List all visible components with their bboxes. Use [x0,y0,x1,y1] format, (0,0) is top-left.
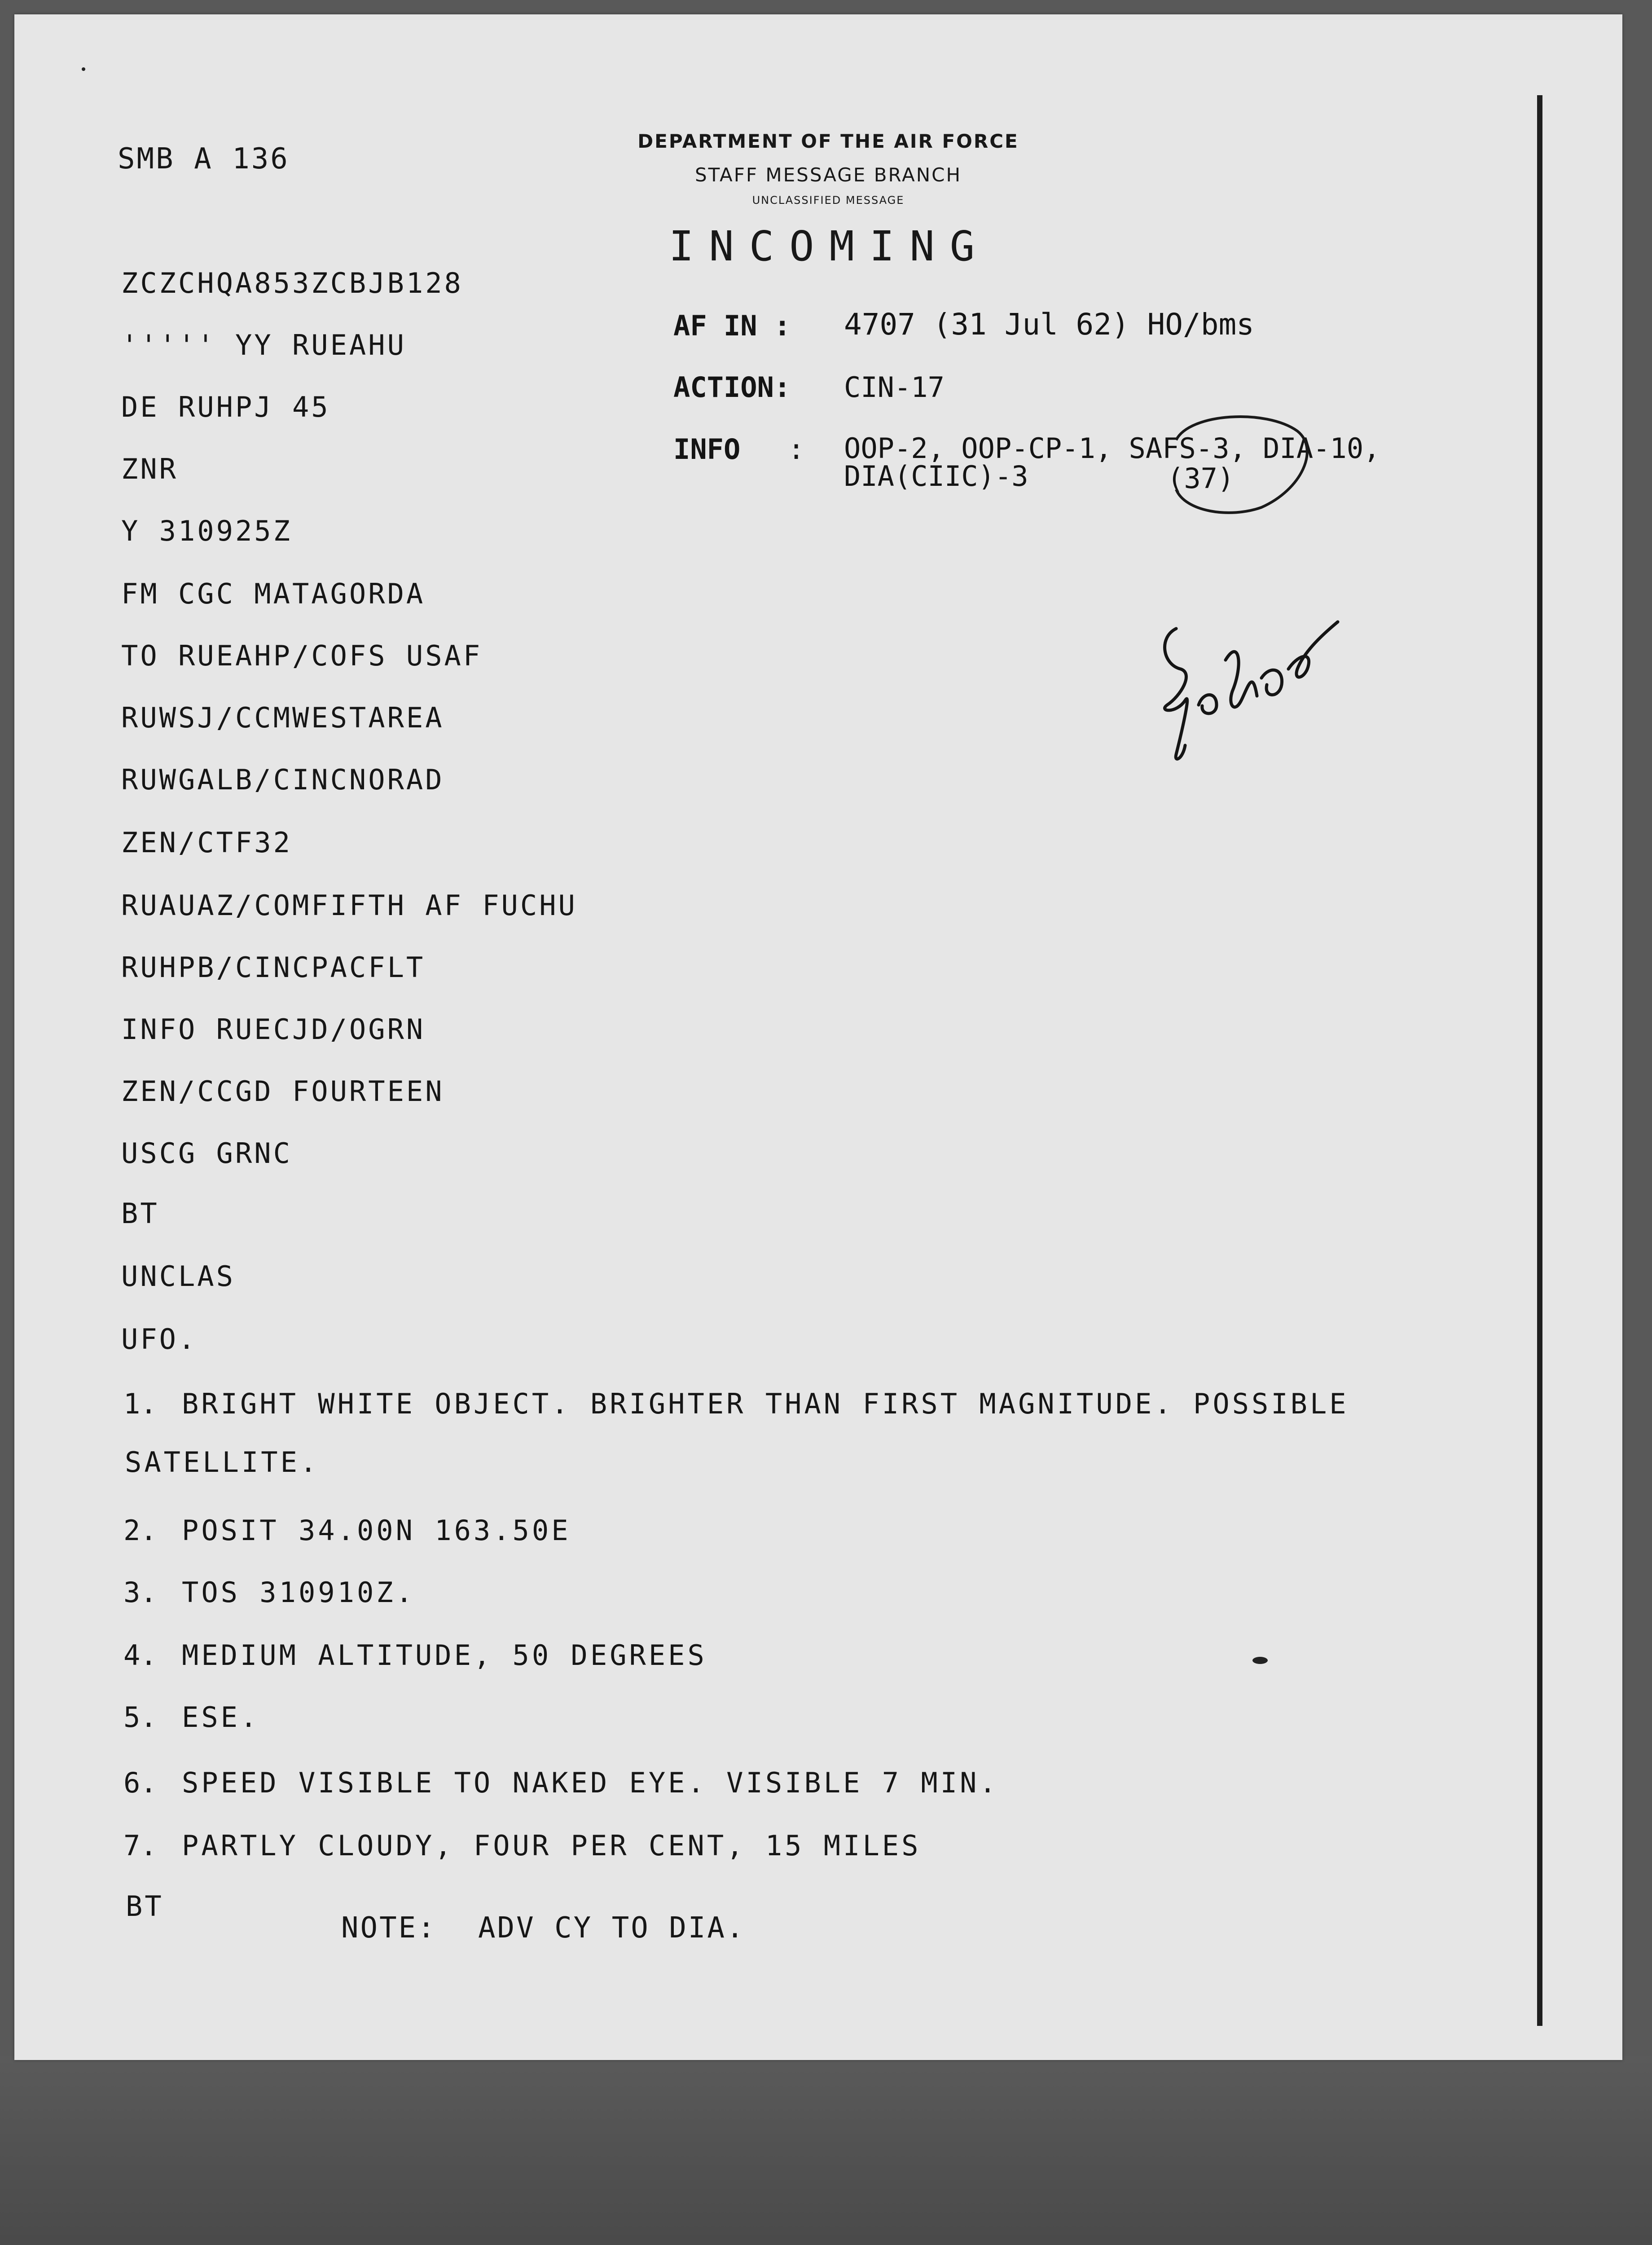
report-item-text: BRIGHT WHITE OBJECT. BRIGHTER THAN FIRST MAGNITUDE. POSSIBLE [182,1387,1349,1420]
info-label: INFO [673,433,741,466]
scan-speck [1252,1657,1268,1664]
file-code: SMB A 136 [118,142,290,176]
af-in-label: AF IN : [673,309,791,342]
info-count: (37) [1167,462,1235,495]
message-header-line: RUAUAZ/COMFIFTH AF FUCHU [121,889,577,922]
report-item-number: 1. [123,1387,157,1420]
report-item-number: 4. [123,1639,157,1672]
report-item-text: TOS 310910Z. [182,1576,415,1609]
info-value-line1: OOP-2, OOP-CP-1, SAFS-3, DIA-10, [844,432,1380,465]
message-header-line: UNCLAS [121,1260,235,1293]
message-header-line: ZEN/CTF32 [121,826,292,859]
message-header-line: ZCZCHQA853ZCBJB128 [121,267,463,299]
report-item-text: ESE. [182,1701,260,1734]
message-header-line: FM CGC MATAGORDA [121,577,426,610]
scan-speck [82,67,85,71]
report-item-text: SPEED VISIBLE TO NAKED EYE. VISIBLE 7 MIN. [182,1766,999,1799]
handwritten-circle [1149,400,1320,521]
note-text: ADV CY TO DIA. [478,1911,746,1945]
end-marker: BT [126,1890,164,1923]
info-separator: : [788,433,805,466]
message-header-line: ZEN/CCGD FOURTEEN [121,1075,444,1108]
report-item-number: 6. [123,1766,157,1799]
message-header-line: RUWSJ/CCMWESTAREA [121,701,444,734]
report-item-number: 3. [123,1576,157,1609]
scan-background-lower [0,2056,1652,2245]
message-header-line: ZNR [121,453,178,485]
message-header-line: INFO RUECJD/OGRN [121,1013,426,1046]
message-header-line: RUHPB/CINCPACFLT [121,951,426,984]
report-item-text: PARTLY CLOUDY, FOUR PER CENT, 15 MILES [182,1829,921,1862]
report-item-text: MEDIUM ALTITUDE, 50 DEGREES [182,1639,707,1672]
action-value: CIN-17 [844,371,945,404]
page-edge-rule [1537,95,1542,2026]
action-label: ACTION: [673,371,791,404]
info-value-line2: DIA(CIIC)-3 [844,460,1028,493]
report-item-text: POSIT 34.00N 163.50E [182,1514,571,1547]
message-header-line: TO RUEAHP/COFS USAF [121,639,483,672]
handwritten-signature [1149,602,1347,772]
message-header-line: RUWGALB/CINCNORAD [121,763,444,796]
classification-note: UNCLASSIFIED MESSAGE [752,194,905,207]
message-header-line: BT [121,1197,159,1230]
note-label: NOTE: [341,1911,437,1945]
message-header-line: UFO. [121,1323,198,1356]
message-direction: INCOMING [669,222,990,270]
message-header-line: ''''' YY RUEAHU [121,329,406,361]
report-item-number: 2. [123,1514,157,1547]
message-header-line: USCG GRNC [121,1137,292,1170]
branch-title: STAFF MESSAGE BRANCH [694,164,962,186]
report-item-number: 7. [123,1829,157,1862]
report-item-number: 5. [123,1701,157,1734]
message-header-line: Y 310925Z [121,515,292,547]
department-title: DEPARTMENT OF THE AIR FORCE [637,130,1019,152]
message-header-line: DE RUHPJ 45 [121,391,330,423]
report-item-text: SATELLITE. [125,1446,320,1479]
af-in-value: 4707 (31 Jul 62) HO/bms [844,307,1254,342]
